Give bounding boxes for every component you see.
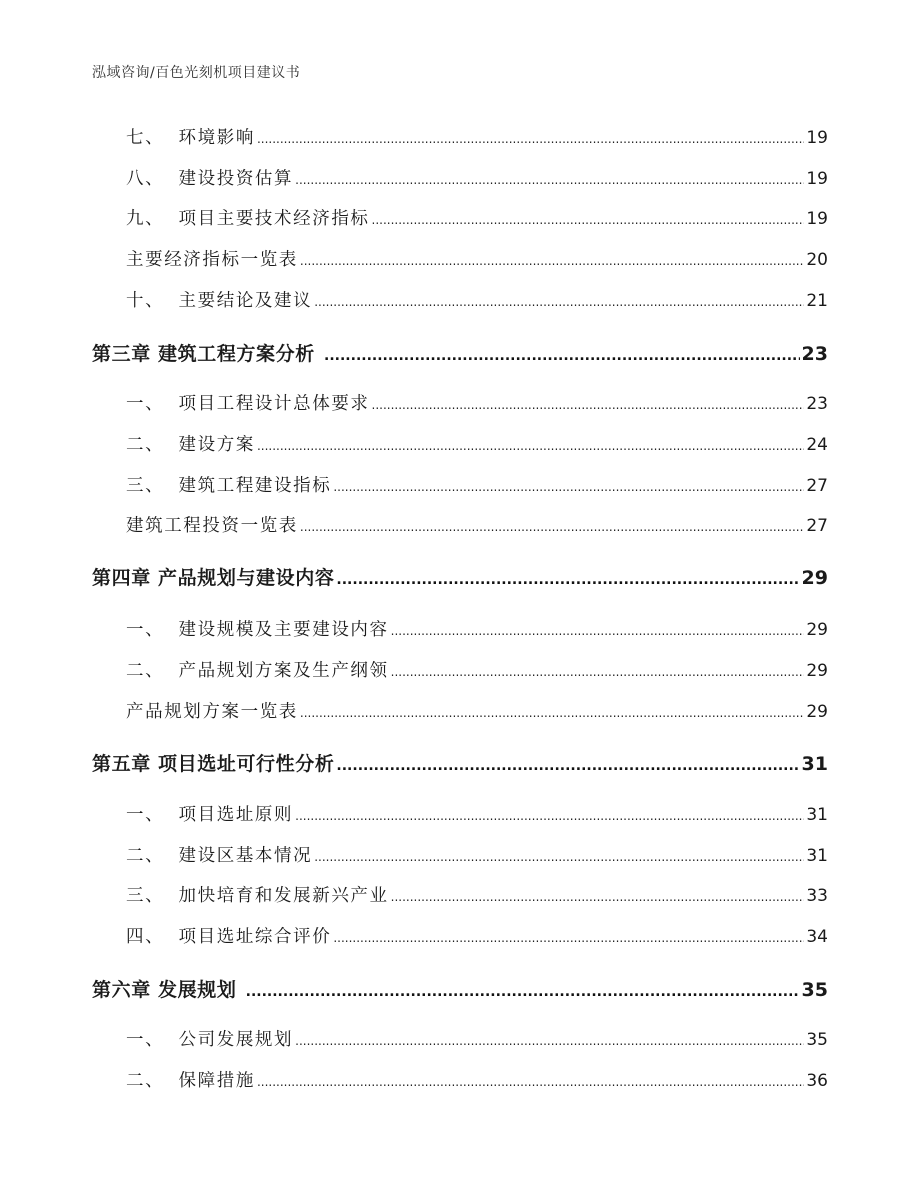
dot-leader [314, 295, 804, 309]
toc-chapter-entry[interactable] [92, 563, 828, 590]
toc-chapter-entry[interactable] [92, 749, 828, 776]
toc-entry[interactable] [126, 842, 828, 867]
toc-entry[interactable] [126, 801, 828, 826]
toc-page-number: 29 [801, 567, 828, 589]
toc-entry[interactable] [126, 205, 828, 230]
dot-leader [300, 254, 804, 268]
toc-entry[interactable] [126, 616, 828, 641]
toc-entry-title: 八、 建设投资估算 [126, 169, 294, 189]
toc-entry-title: 七、 环境影响 [126, 128, 255, 148]
toc-entry[interactable] [126, 124, 828, 149]
toc-entry[interactable] [126, 165, 828, 190]
toc-entry-title: 四、 项目选址综合评价 [126, 927, 332, 947]
toc-page-number: 19 [806, 169, 828, 189]
toc-entry[interactable] [126, 1067, 828, 1092]
toc-entry-title: 第四章 产品规划与建设内容 [92, 567, 335, 589]
toc-entry-title: 第六章 发展规划 [92, 979, 244, 1001]
toc-entry-title: 一、 公司发展规划 [126, 1030, 294, 1050]
dot-leader [391, 624, 805, 638]
dot-leader [257, 439, 804, 453]
dot-leader [300, 520, 804, 534]
toc-entry-title: 第五章 项目选址可行性分析 [92, 753, 335, 775]
toc-page-number: 29 [806, 661, 828, 681]
toc-page-number: 24 [806, 435, 828, 455]
toc-entry-title: 建筑工程投资一览表 [126, 516, 298, 536]
running-header: 泓域咨询/百色光刻机项目建议书 [92, 65, 301, 81]
dot-leader [372, 213, 805, 227]
toc-page-number: 36 [806, 1071, 828, 1091]
dot-leader [391, 890, 805, 904]
dot-leader [391, 665, 805, 679]
toc-entry[interactable] [126, 246, 828, 271]
dot-leader [257, 1075, 804, 1089]
dot-leader [333, 480, 804, 494]
toc-entry[interactable] [126, 1026, 828, 1051]
toc-entry-title: 九、 项目主要技术经济指标 [126, 209, 370, 229]
toc-entry-title: 主要经济指标一览表 [126, 250, 298, 270]
toc-entry[interactable] [126, 390, 828, 415]
dot-leader [336, 758, 799, 774]
dot-leader [257, 132, 804, 146]
toc-page-number: 31 [806, 846, 828, 866]
toc-entry-title: 十、 主要结论及建议 [126, 291, 313, 311]
toc-entry[interactable] [126, 698, 828, 723]
toc-entry-title: 二、 建设区基本情况 [126, 846, 313, 866]
toc-page-number: 34 [806, 927, 828, 947]
dot-leader [246, 984, 800, 1000]
toc-page-number: 23 [801, 343, 828, 365]
toc-entry-title: 三、 建筑工程建设指标 [126, 476, 332, 496]
toc-entry[interactable] [126, 882, 828, 907]
toc-page-number: 33 [806, 886, 828, 906]
dot-leader [324, 348, 800, 364]
toc-entry-title: 产品规划方案一览表 [126, 702, 298, 722]
toc-page-number: 31 [806, 805, 828, 825]
toc-page-number: 35 [806, 1030, 828, 1050]
dot-leader [314, 850, 804, 864]
toc-page-number: 23 [806, 394, 828, 414]
toc-page-number: 21 [806, 291, 828, 311]
dot-leader [300, 706, 804, 720]
toc-entry-title: 一、 项目选址原则 [126, 805, 294, 825]
dot-leader [336, 572, 799, 588]
toc-chapter-entry[interactable] [92, 339, 828, 366]
toc-entry[interactable] [126, 431, 828, 456]
dot-leader [295, 809, 804, 823]
toc-page-number: 31 [801, 753, 828, 775]
toc-entry[interactable] [126, 287, 828, 312]
toc-entry-title: 二、 建设方案 [126, 435, 255, 455]
toc-page-number: 19 [806, 128, 828, 148]
toc-entry-title: 第三章 建筑工程方案分析 [92, 343, 323, 365]
dot-leader [372, 398, 805, 412]
dot-leader [295, 1034, 804, 1048]
toc-page-number: 27 [806, 516, 828, 536]
toc-entry-title: 三、 加快培育和发展新兴产业 [126, 886, 389, 906]
toc-page-number: 19 [806, 209, 828, 229]
toc-page-number: 29 [806, 620, 828, 640]
toc-entry[interactable] [126, 472, 828, 497]
dot-leader [295, 173, 804, 187]
toc-page-number: 29 [806, 702, 828, 722]
toc-page-number: 20 [806, 250, 828, 270]
toc-entry-title: 一、 建设规模及主要建设内容 [126, 620, 389, 640]
toc-chapter-entry[interactable] [92, 975, 828, 1002]
toc-entry[interactable] [126, 512, 828, 537]
toc-entry-title: 一、 项目工程设计总体要求 [126, 394, 370, 414]
toc-entry[interactable] [126, 657, 828, 682]
toc-entry-title: 二、 产品规划方案及生产纲领 [126, 661, 389, 681]
toc-page-number: 27 [806, 476, 828, 496]
toc-entry-title: 二、 保障措施 [126, 1071, 255, 1091]
toc-page-number: 35 [801, 979, 828, 1001]
toc-entry[interactable] [126, 923, 828, 948]
dot-leader [333, 931, 804, 945]
